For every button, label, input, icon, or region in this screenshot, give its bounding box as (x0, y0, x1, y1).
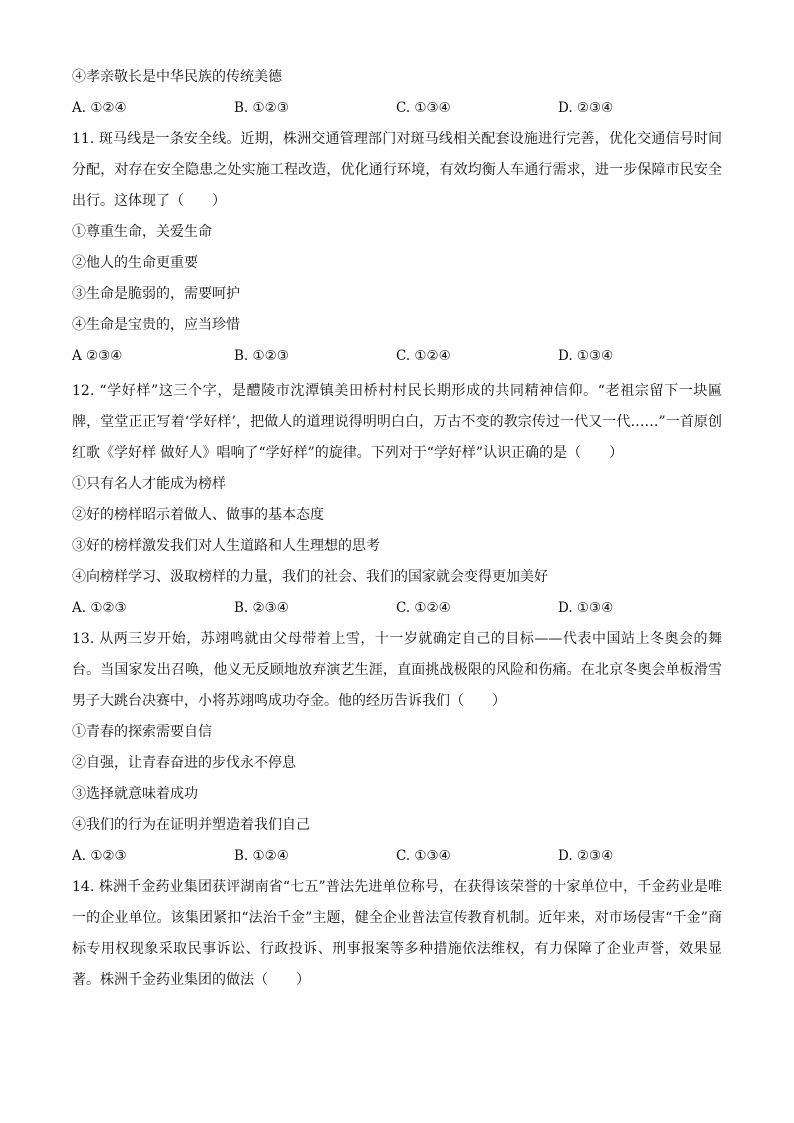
q12-option-b: B. ②③④ (234, 600, 289, 616)
q12-item-3: ③好的榜样激发我们对人生道路和人生理想的思考 (72, 538, 380, 554)
q11-options (72, 341, 722, 372)
q11-item-1: ①尊重生命，关爱生命 (72, 224, 212, 240)
q11-option-d: D. ①③④ (558, 348, 614, 364)
q12-item-4: ④向榜样学习、汲取榜样的力量，我们的社会、我们的国家就会变得更加美好 (72, 569, 548, 585)
q12-item-2: ②好的榜样昭示着做人、做事的基本态度 (72, 507, 324, 523)
q13-stem: 13. 从两三岁开始，苏翊鸣就由父母带着上雪，十一岁就确定自己的目标——代表中国站上冬奥会的舞台。当国家发出召唤，他义无反顾地放弃演艺生涯，直面挑战极限的风险和伤痛。在北京冬奥会单板滑雪男子大跳台决赛中，小将苏翊鸣成功夺金。他的经历告诉我们（ ） (72, 631, 722, 709)
q12-stem: 12. “学好样”这三个字，是醴陵市沈潭镇美田桥村村民长期形成的共同精神信仰。“老祖宗留下一块匾牌，堂堂正正写着‘学好样’，把做人的道理说得明明白白，万古不变的教宗传过一代又一代……”一首原创红歌《学好样 做好人》唱响了“学好样”的旋律。下列对于“学好样”认识正确的是（ ） (72, 383, 722, 461)
q11-item-3: ③生命是脆弱的，需要呵护 (72, 286, 240, 302)
q13-item-1: ①青春的探索需要自信 (72, 724, 212, 740)
q10-option-b: B. ①②③ (234, 100, 289, 116)
q12-option-c: C. ①②④ (396, 600, 451, 616)
q13-option-c: C. ①③④ (396, 848, 451, 864)
q11-option-c: C. ①②④ (396, 348, 451, 364)
q10-option-c: C. ①③④ (396, 100, 451, 116)
q12-item-1: ①只有名人才能成为榜样 (72, 476, 226, 492)
q10-option-d: D. ②③④ (558, 100, 614, 116)
q13-item-2: ②自强，让青春奋进的步伐永不停息 (72, 755, 296, 771)
q12-options (72, 593, 722, 624)
q10-options (72, 93, 722, 124)
q11-item-2: ②他人的生命更重要 (72, 255, 198, 271)
q13-options (72, 841, 722, 872)
exam-page (72, 62, 722, 996)
q10-item-4: ④孝亲敬长是中华民族的传统美德 (72, 69, 282, 85)
q11-option-a: A ②③④ (72, 348, 123, 364)
q13-option-b: B. ①②④ (234, 848, 289, 864)
q11-option-b: B. ①②③ (234, 348, 289, 364)
q11-item-4: ④生命是宝贵的，应当珍惜 (72, 317, 240, 333)
q13-item-4: ④我们的行为在证明并塑造着我们自己 (72, 817, 310, 833)
q12-option-d: D. ①③④ (558, 600, 614, 616)
q13-option-a: A. ①②③ (72, 848, 127, 864)
q12-option-a: A. ①②③ (72, 600, 127, 616)
q13-option-d: D. ②③④ (558, 848, 614, 864)
q13-item-3: ③选择就意味着成功 (72, 786, 198, 802)
q10-option-a: A. ①②④ (72, 100, 127, 116)
q11-stem: 11. 斑马线是一条安全线。近期，株洲交通管理部门对斑马线相关配套设施进行完善，优化交通信号时间分配，对存在安全隐患之处实施工程改造，优化通行环境，有效均衡人车通行需求，进一步保障市民安全出行。这体现了（ ） (72, 131, 722, 209)
q14-stem: 14. 株洲千金药业集团获评湖南省“七五”普法先进单位称号，在获得该荣誉的十家单位中，千金药业是唯一的企业单位。该集团紧扣“法治千金”主题，健全企业普法宣传教育机制。近年来，对市场侵害“千金”商标专用权现象采取民事诉讼、行政投诉、刑事报案等多种措施依法维权，有力保障了企业声誉，效果显著。株洲千金药业集团的做法（ ） (72, 879, 722, 988)
